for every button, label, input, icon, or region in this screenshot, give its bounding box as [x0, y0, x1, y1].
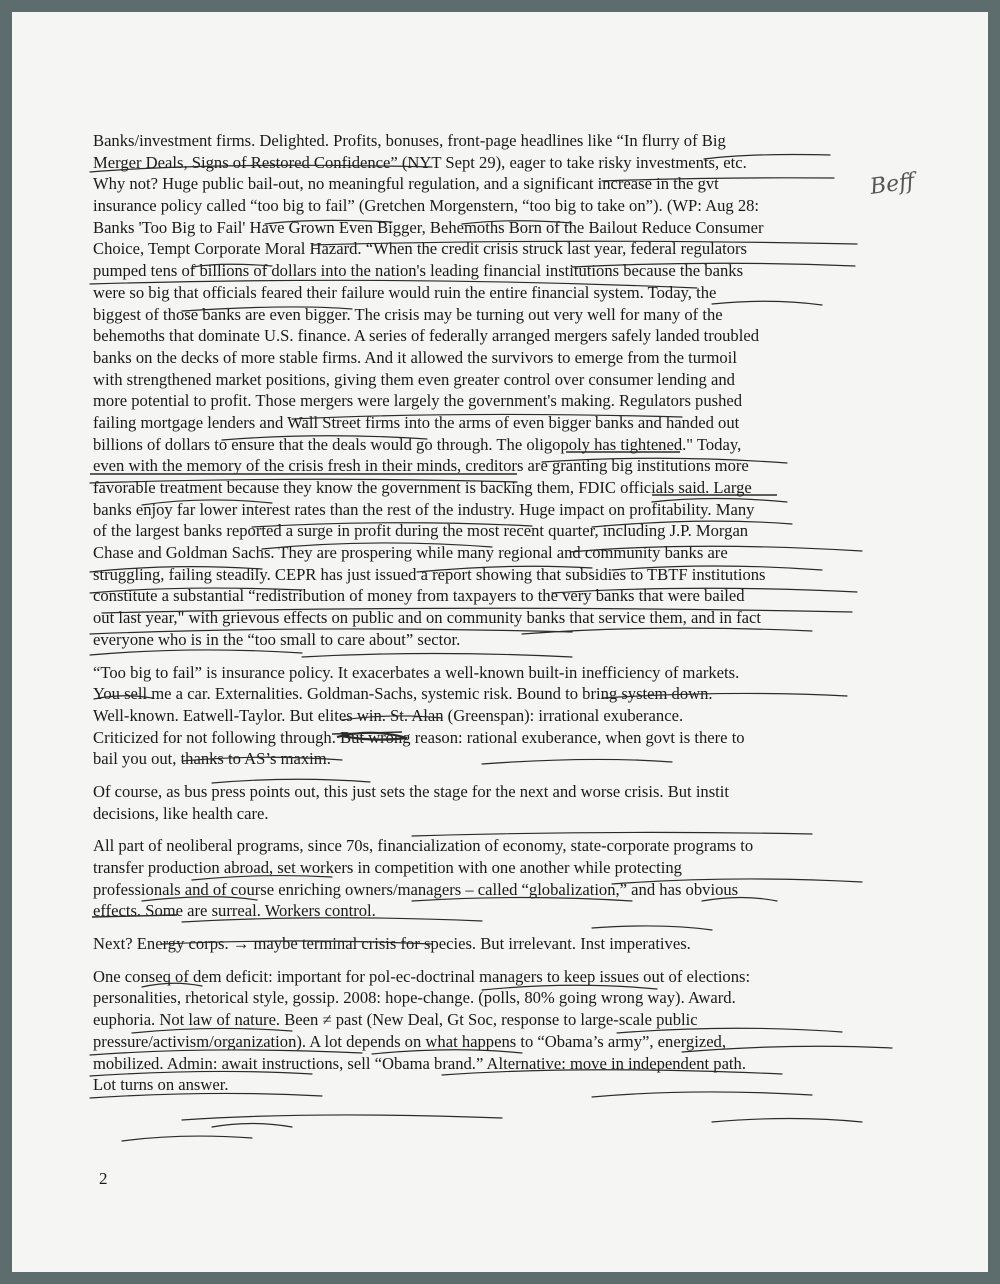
text-line: All part of neoliberal programs, since 70s, financialization of economy, state-corporate programs to	[93, 836, 754, 856]
text-line: even with the memory of the crisis fresh in their minds, creditors are granting big institutions more	[93, 456, 749, 476]
paragraph-1	[93, 130, 893, 651]
text-line: bail you out, thanks to AS’s maxim.	[93, 749, 331, 769]
text-line: You sell me a car. Externalities. Goldman-Sachs, systemic risk. Bound to bring system down.	[93, 684, 713, 704]
text-line: behemoths that dominate U.S. finance. A series of federally arranged mergers safely landed troubled	[93, 326, 759, 346]
text-line: favorable treatment because they know the government is backing them, FDIC officials said. Large	[93, 478, 752, 497]
text-line: Choice, Tempt Corporate Moral Hazard. “When the credit crisis struck last year, federal regulators	[93, 239, 747, 259]
text-line: professionals and of course enriching owners/managers – called “globalization,” and has obvious	[93, 879, 739, 899]
pen-underline	[122, 1136, 252, 1141]
text-line: insurance policy called “too big to fail” (Gretchen Morgenstern, “too big to take on”). (WP: Aug 28:	[93, 196, 760, 216]
text-line: Lot turns on answer.	[93, 1075, 229, 1095]
text-line: personalities, rhetorical style, gossip. 2008: hope-change. (polls, 80% going wrong way). Award.	[93, 988, 736, 1008]
margin-note: Beff	[868, 169, 917, 200]
text-line: constitute a substantial “redistribution of money from taxpayers to the very banks that were bailed	[93, 586, 745, 606]
body-text	[93, 130, 893, 1096]
document-page	[12, 12, 988, 1272]
text-line: were so big that officials feared their failure would ruin the entire financial system. Today, the	[93, 282, 717, 302]
text-line: Of course, as bus press points out, this just sets the stage for the next and worse crisis. But instit	[93, 781, 730, 801]
pen-underline	[212, 1124, 292, 1128]
text-line: Next? Energy corps. → maybe terminal crisis for species. But irrelevant. Inst imperatives.	[93, 934, 691, 954]
paragraph-6	[93, 966, 893, 1096]
text-line: Why not? Huge public bail-out, no meaningful regulation, and a significant increase in the gvt	[93, 174, 719, 194]
text-line: failing mortgage lenders and Wall Street firms into the arms of even bigger banks and handed out	[93, 412, 740, 432]
text-line: billions of dollars to ensure that the deals would go through. The oligopoly has tightened." Today,	[93, 434, 742, 454]
paragraph-5	[93, 933, 893, 955]
text-line: everyone who is in the “too small to care about” sector.	[93, 629, 461, 649]
text-line: of the largest banks reported a surge in profit during the most recent quarter, including J.P. Morgan	[93, 521, 749, 541]
text-line: biggest of those banks are even bigger. The crisis may be turning out very well for many of the	[93, 304, 723, 324]
paragraph-4	[93, 835, 893, 922]
text-line: banks enjoy far lower interest rates than the rest of the industry. Huge impact on profitability. Many	[93, 499, 755, 519]
text-line: out last year," with grievous effects on public and on community banks that service them, and in fact	[93, 608, 761, 628]
text-line: Chase and Goldman Sachs. They are prospering while many regional and community banks are	[93, 543, 728, 563]
text-line: Banks 'Too Big to Fail' Have Grown Even Bigger, Behemoths Born of the Bailout Reduce Consumer	[93, 217, 764, 237]
text-line: euphoria. Not law of nature. Been ≠ past (New Deal, Gt Soc, response to large-scale public	[93, 1010, 698, 1030]
pen-underline	[182, 1115, 502, 1120]
text-line: pressure/activism/organization). A lot depends on what happens to “Obama’s army”, energized,	[93, 1031, 727, 1051]
paragraph-3	[93, 781, 893, 824]
text-line: Merger Deals, Signs of Restored Confidence” (NYT Sept 29), eager to take risky investments, etc.	[93, 152, 747, 172]
text-line: effects. Some are surreal. Workers control.	[93, 901, 376, 921]
text-line: “Too big to fail” is insurance policy. It exacerbates a well-known built-in inefficiency of markets.	[93, 662, 740, 682]
pen-underline	[712, 1119, 862, 1123]
text-line: Well-known. Eatwell-Taylor. But elites win. St. Alan (Greenspan): irrational exuberance.	[93, 705, 684, 725]
text-line: more potential to profit. Those mergers were largely the government's making. Regulators pushed	[93, 391, 743, 411]
text-line: pumped tens of billions of dollars into the nation's leading financial institutions because the banks	[93, 261, 744, 281]
text-line: Banks/investment firms. Delighted. Profits, bonuses, front-page headlines like “In flurry of Big	[93, 131, 726, 150]
text-line: decisions, like health care.	[93, 803, 269, 823]
text-line: banks on the decks of more stable firms. And it allowed the survivors to emerge from the turmoil	[93, 347, 737, 367]
text-line: Criticized for not following through. But wrong reason: rational exuberance, when govt is there to	[93, 727, 745, 747]
text-line: mobilized. Admin: await instructions, sell “Obama brand.” Alternative: move in independent path.	[93, 1053, 746, 1073]
text-line: struggling, failing steadily. CEPR has just issued a report showing that subsidies to TBTF institutions	[93, 564, 766, 584]
paragraph-2	[93, 662, 893, 770]
page-number: 2	[99, 1169, 108, 1188]
text-line: with strengthened market positions, giving them even greater control over consumer lending and	[93, 369, 735, 389]
text-line: One conseq of dem deficit: important for pol-ec-doctrinal managers to keep issues out of elections:	[93, 966, 751, 986]
text-line: transfer production abroad, set workers in competition with one another while protecting	[93, 858, 682, 877]
